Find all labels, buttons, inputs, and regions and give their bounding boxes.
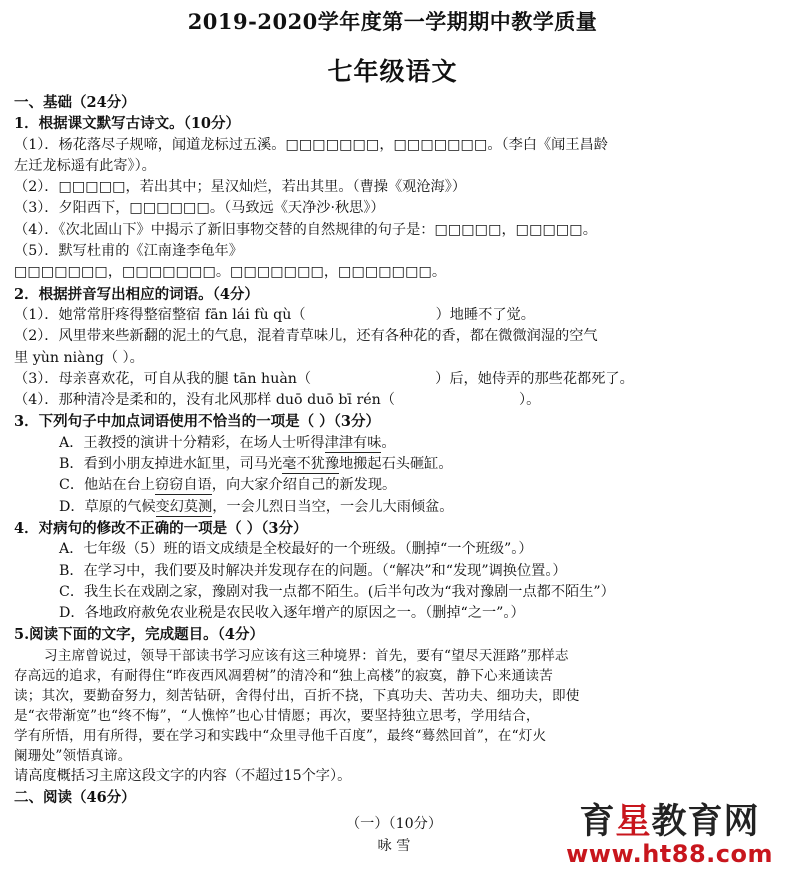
section2-heading: 二、阅读（46分） bbox=[14, 789, 136, 807]
q2-item-3-pre: （3）．母亲喜欢花，可自从我的腿 tān huàn（ bbox=[14, 370, 312, 387]
q1-heading: 1．根据课文默写古诗文。（10分） bbox=[14, 115, 241, 133]
q1-line: （2）．□□□□□，若出其中；星汉灿烂，若出其里。（曹操《观沧海》） bbox=[14, 179, 467, 196]
q2-item-4 bbox=[14, 390, 774, 411]
q2-item-3 bbox=[14, 369, 774, 390]
q2-item-4-post: ）。 bbox=[519, 392, 541, 409]
watermark-brand bbox=[566, 803, 773, 841]
q4-heading: 4．对病句的修改不正确的一项是（ ）（3分） bbox=[14, 519, 308, 537]
watermark-logo bbox=[566, 803, 773, 867]
q3-c-pre: C．他站在台上 bbox=[59, 477, 155, 494]
q5-passage-line: 学有所悟，用有所得，要在学习和实践中“众里寻他千百度”，最终“蓦然回首”，在“灯火 bbox=[14, 727, 547, 744]
q4-option-a: A．七年级（5）班的语文成绩是全校最好的一个班级。（删掉“一个班级”。） bbox=[59, 541, 533, 558]
q3-option-b bbox=[14, 454, 774, 475]
q5-passage-line: 是“衣带渐宽”也“终不悔”，“人憔悴”也心甘情愿；再次，要坚持独立思考，学用结合， bbox=[14, 707, 540, 724]
q2-item-3-post: ）后，她侍弄的那些花都死了。 bbox=[435, 370, 634, 387]
q3-option-a bbox=[14, 433, 774, 454]
watermark-brand-b: 教育网 bbox=[651, 802, 760, 842]
q4-option-b: B．在学习中，我们要及时解决并发现存在的问题。（“解决”和“发现”调换位置。） bbox=[59, 562, 567, 579]
q4-option-c: C．我生长在戏剧之家，豫剧对我一点都不陌生。(后半句改为“我对豫剧一点都不陌生”） bbox=[59, 583, 615, 600]
q1-line: （1）．杨花落尽子规啼，闻道龙标过五溪。□□□□□□□，□□□□□□□。（李白《闻王昌龄 bbox=[14, 136, 608, 153]
watermark-brand-a: 育 bbox=[579, 802, 616, 842]
q3-d-post: ，一会儿烈日当空，一会儿大雨倾盆。 bbox=[212, 498, 454, 515]
q2-item-1-post: ）地睡不了觉。 bbox=[435, 306, 535, 323]
q5-passage-line: 存高远的追求，有耐得住“昨夜西风凋碧树”的清冷和“独上高楼”的寂寞，静下心来通读苦 bbox=[14, 667, 553, 684]
q3-option-d bbox=[14, 497, 774, 518]
q2-item-1 bbox=[14, 305, 774, 326]
exam-title: 2019-2020学年度第一学期期中教学质量 bbox=[187, 9, 598, 34]
q2-item-2b: 里 yùn niàng（ ）。 bbox=[14, 349, 144, 366]
q3-d-word: 变幻莫测 bbox=[155, 498, 213, 515]
q1-line: （4）．《次北固山下》中揭示了新旧事物交替的自然规律的句子是：□□□□□，□□□□□。 bbox=[14, 221, 597, 238]
q5-prompt: 请高度概括习主席这段文字的内容（不超过15个字）。 bbox=[14, 767, 352, 784]
q1-line: （5）．默写杜甫的《江南逢李龟年》 bbox=[14, 243, 243, 260]
q1-line: 左迁龙标遥有此寄》）。 bbox=[14, 157, 156, 174]
q5-passage-line: 阑珊处”领悟真谛。 bbox=[14, 747, 132, 764]
q3-a-pre: A．王教授的演讲十分精彩，在场人士听得 bbox=[59, 434, 325, 451]
q5-heading: 5.阅读下面的文字，完成题目。（4分） bbox=[14, 626, 264, 644]
q3-b-word: 毫不犹豫 bbox=[282, 456, 340, 473]
q4-option-d: D．各地政府赦免农业税是农民收入逐年增产的原因之一。（删掉“之一”。） bbox=[59, 605, 525, 622]
q3-c-word: 窃窃自语 bbox=[154, 477, 212, 494]
poem-title: 咏 雪 bbox=[377, 837, 411, 854]
watermark-url: www.ht88.com bbox=[566, 840, 773, 868]
q3-option-c bbox=[14, 475, 774, 496]
section1-heading: 一、基础（24分） bbox=[14, 94, 136, 111]
q3-d-pre: D．草原的气候 bbox=[59, 498, 156, 515]
q2-heading: 2．根据拼音写出相应的词语。（4分） bbox=[14, 285, 259, 303]
q2-item-2a: （2）．风里带来些新翻的泥土的气息，混着青草味儿，还有各种花的香，都在微微润湿的空气 bbox=[14, 328, 598, 345]
q3-heading: 3．下列句子中加点词语使用不恰当的一项是（ ）（3分） bbox=[14, 413, 380, 431]
exam-content bbox=[14, 92, 774, 857]
q3-b-pre: B．看到小朋友掉进水缸里，司马光 bbox=[59, 456, 283, 473]
q1-line: □□□□□□□，□□□□□□□。□□□□□□□，□□□□□□□。 bbox=[14, 264, 447, 281]
q2-item-1-pre: （1）．她常常肝疼得整宿整宿 fān lái fù qù（ bbox=[14, 306, 306, 323]
q3-a-post: 。 bbox=[381, 434, 396, 451]
q1-line: （3）．夕阳西下，□□□□□□。（马致远《天净沙·秋思》） bbox=[14, 200, 385, 217]
q5-passage-line: 读；其次，要勤奋努力，刻苦钻研，舍得付出，百折不挠，下真功夫、苦功夫、细功夫，即使 bbox=[14, 687, 580, 704]
q3-b-post: 地搬起石头砸缸。 bbox=[339, 456, 453, 473]
q2-item-4-pre: （4）．那种清冷是柔和的，没有北风那样 duō duō bī rén（ bbox=[14, 392, 395, 409]
section2-sub-heading: （一）（10分） bbox=[345, 816, 443, 833]
exam-subtitle: 七年级语文 bbox=[327, 57, 458, 86]
watermark-brand-star: 星 bbox=[615, 802, 652, 842]
q3-a-word: 津津有味 bbox=[324, 434, 382, 451]
q3-c-post: ，向大家介绍自己的新发现。 bbox=[211, 477, 397, 494]
q5-passage-line: 习主席曾说过，领导干部读书学习应该有这三种境界：首先，要有“望尽天涯路”那样志 bbox=[44, 647, 569, 664]
